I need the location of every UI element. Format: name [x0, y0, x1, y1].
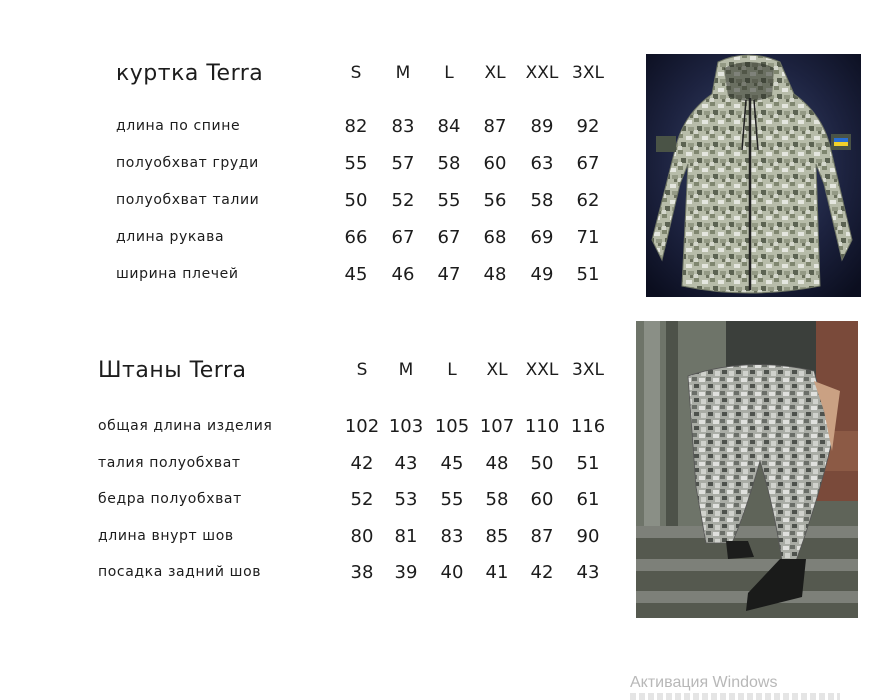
measurement-value: 49: [530, 264, 554, 285]
measurement-value: 51: [576, 452, 600, 474]
measurement-value: 50: [344, 190, 368, 211]
measurement-value: 84: [437, 116, 461, 137]
measurement-value: 58: [485, 489, 509, 510]
measurement-value: 60: [530, 489, 554, 510]
measurement-value: 67: [437, 227, 461, 248]
measurement-value: 90: [576, 525, 600, 547]
measurement-value: 102: [344, 416, 380, 437]
measurement-value: 57: [391, 153, 415, 174]
measurement-value: 38: [350, 562, 374, 583]
measurement-value: 55: [440, 489, 464, 510]
measurement-value: 40: [440, 562, 464, 583]
measurement-label: общая длина изделия: [98, 418, 273, 434]
measurement-value: 53: [394, 489, 418, 510]
jacket-photo: [646, 54, 861, 297]
measurement-value: 52: [350, 489, 374, 510]
measurement-label: посадка задний шов: [98, 564, 262, 580]
measurement-value: 116: [570, 416, 606, 437]
measurement-value: 52: [391, 190, 415, 211]
measurement-value: 48: [485, 452, 509, 474]
measurement-label: талия полуобхват: [98, 454, 241, 471]
measurement-label: длина рукава: [116, 229, 225, 245]
measurement-label: полуобхват талии: [116, 192, 260, 208]
pants-title: Штаны Terra: [98, 358, 247, 383]
windows-activation-watermark: Активация Windows: [630, 674, 778, 691]
size-header-m: M: [398, 360, 414, 380]
measurement-value: 45: [344, 264, 368, 285]
size-header-l: L: [447, 360, 457, 380]
measurement-value: 62: [576, 190, 600, 211]
measurement-value: 67: [576, 153, 600, 174]
measurement-value: 60: [483, 153, 507, 174]
measurement-value: 50: [530, 452, 554, 474]
measurement-value: 103: [388, 416, 424, 437]
measurement-value: 67: [391, 227, 415, 248]
measurement-value: 87: [483, 116, 507, 137]
measurement-value: 83: [391, 116, 415, 137]
measurement-value: 83: [440, 525, 464, 547]
size-header-l: L: [444, 63, 454, 83]
measurement-value: 41: [485, 562, 509, 583]
measurement-value: 92: [576, 116, 600, 137]
measurement-value: 71: [576, 227, 600, 248]
measurement-value: 42: [530, 562, 554, 583]
measurement-value: 110: [524, 416, 560, 437]
measurement-label: бедра полуобхват: [98, 491, 242, 507]
pants-photo: [636, 321, 858, 618]
measurement-value: 61: [576, 489, 600, 510]
measurement-value: 43: [394, 452, 418, 474]
size-header-xl: XL: [486, 360, 508, 380]
watermark-subtext: [630, 693, 840, 700]
measurement-value: 46: [391, 264, 415, 285]
measurement-value: 82: [344, 116, 368, 137]
measurement-value: 45: [440, 452, 464, 474]
measurement-value: 42: [350, 452, 374, 474]
measurement-value: 47: [437, 264, 461, 285]
size-header-s: S: [356, 360, 368, 380]
jacket-title: куртка Terra: [116, 61, 264, 86]
size-header-xxl: XXL: [525, 360, 559, 380]
measurement-label: ширина плечей: [116, 266, 239, 282]
size-header-3xl: 3XL: [572, 63, 604, 83]
measurement-value: 55: [437, 190, 461, 211]
measurement-value: 66: [344, 227, 368, 248]
measurement-value: 51: [576, 264, 600, 285]
measurement-value: 56: [483, 190, 507, 211]
measurement-value: 43: [576, 562, 600, 583]
measurement-value: 107: [479, 416, 515, 437]
measurement-value: 85: [485, 525, 509, 547]
measurement-value: 87: [530, 525, 554, 547]
measurement-value: 58: [437, 153, 461, 174]
measurement-value: 80: [350, 525, 374, 547]
measurement-value: 68: [483, 227, 507, 248]
measurement-label: длина внурт шов: [98, 527, 234, 544]
measurement-value: 58: [530, 190, 554, 211]
size-header-m: M: [395, 63, 411, 83]
size-header-xl: XL: [484, 63, 506, 83]
measurement-value: 89: [530, 116, 554, 137]
measurement-value: 63: [530, 153, 554, 174]
measurement-value: 105: [434, 416, 470, 437]
measurement-label: длина по спине: [116, 118, 241, 134]
measurement-value: 81: [394, 525, 418, 547]
measurement-value: 39: [394, 562, 418, 583]
size-header-3xl: 3XL: [572, 360, 604, 380]
measurement-value: 48: [483, 264, 507, 285]
measurement-value: 55: [344, 153, 368, 174]
size-header-s: S: [350, 63, 362, 83]
measurement-value: 69: [530, 227, 554, 248]
measurement-label: полуобхват груди: [116, 155, 259, 171]
size-header-xxl: XXL: [525, 63, 559, 83]
